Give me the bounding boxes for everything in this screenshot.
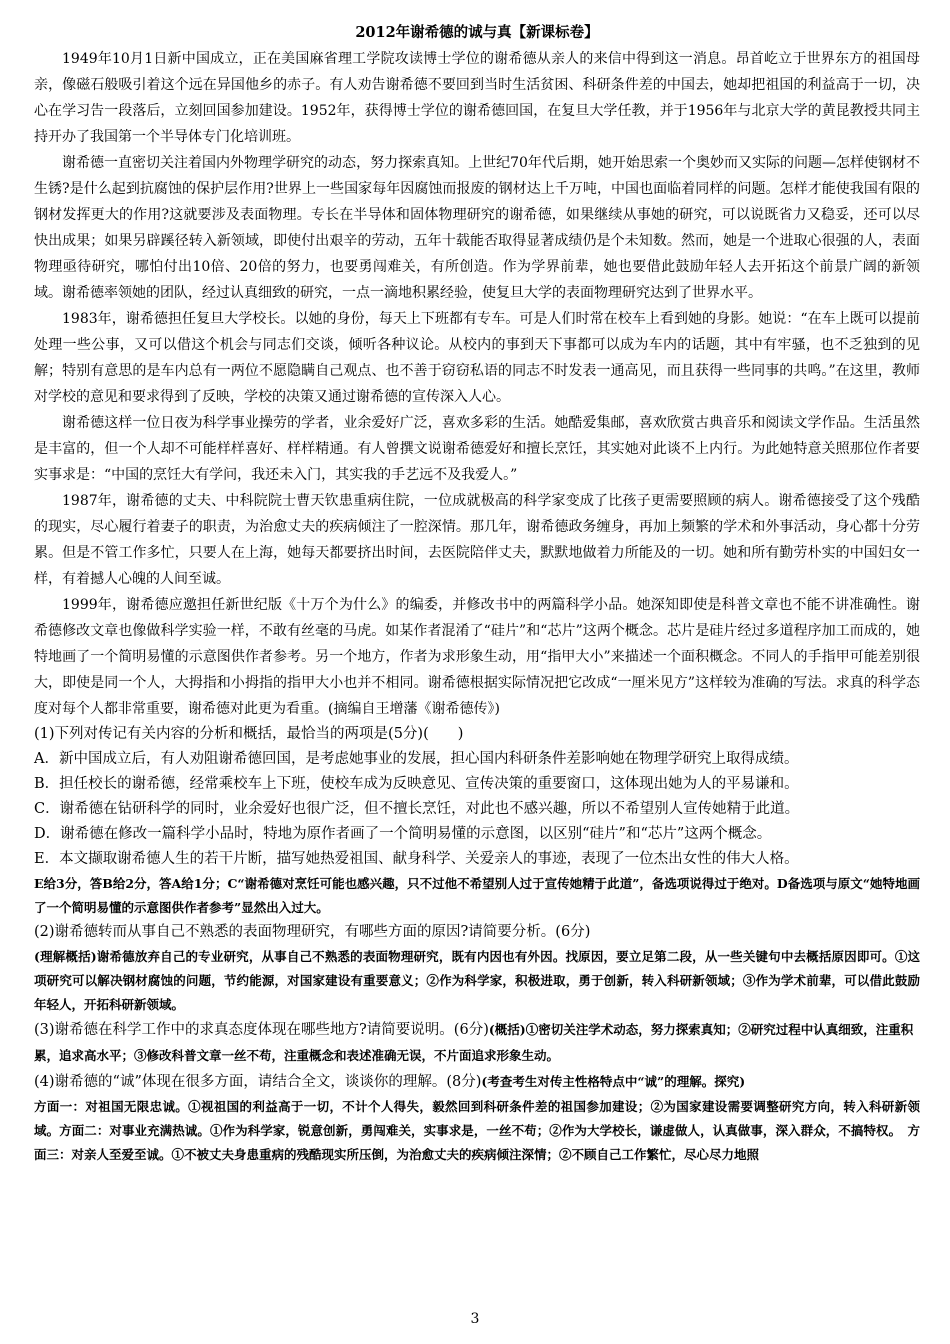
paragraph: 1949年10月1日新中国成立，正在美国麻省理工学院攻读博士学位的谢希德从亲人的来信中得到这一消息。昂首屹立于世界东方的祖国母亲，像磁石般吸引着这个远在异国他乡的赤子。有人劝告谢希德不要回到当时生活贫困、科研条件差的中国去，她却把祖国的利益高于一切，决心在学习告一段落后，立刻回国参加建设。1952年，获得博士学位的谢希德回国，在复旦大学任教，并于1956年与北京大学的黄昆教授共同主持开办了我国第一个半导体专门化培训班。 <box>34 51 920 145</box>
paragraph: 1999年，谢希德应邀担任新世纪版《十万个为什么》的编委，并修改书中的两篇科学小品。她深知即使是科普文章也不能不讲准确性。谢希德修改文章也像做科学实验一样，不敢有丝毫的马虎。如某作者混淆了“硅片”和“芯片”这两个概念。芯片是硅片经过多道程序加工而成的，她特地画了一个简明易懂的示意图供作者参考。另一个地方，作者为求形象生动，用“指甲大小”来描述一个面积概念。不同人的手指甲可能差别很大，即使是同一个人，大拇指和小拇指的指甲大小也并不相同。谢希德根据实际情况把它改成“一厘米见方”这样较为准确的写法。求真的科学态度对每个人都非常重要，谢希德对此更为看重。(摘编自王增藩《谢希德传》) <box>34 597 920 717</box>
option-b: B．担任校长的谢希德，经常乘校车上下班，使校车成为反映意见、宣传决策的重要窗口，这体现出她为人的平易谦和。 <box>34 776 799 792</box>
question-1-answer: E给3分，答B给2分，答A给1分；C“谢希德对烹饪可能也感兴趣，只不过他不希望别人过于宣传她精于此道”，备选项说得过于绝对。D备选项与原文“她特地画了一个简明易懂的示意图供作者参考”显然出入过大。 <box>34 876 920 915</box>
option-a: A．新中国成立后，有人劝阻谢希德回国，是考虑她事业的发展，担心国内科研条件差影响她在物理学研究上取得成绩。 <box>34 751 799 767</box>
page-title: 2012年谢希德的诚与真【新课标卷】 <box>355 24 599 41</box>
question-4-stem: (4)谢希德的“诚”体现在很多方面，请结合全文，谈谈你的理解。(8分) <box>34 1074 482 1090</box>
paragraph: 1987年，谢希德的丈夫、中科院院士曹天钦患重病住院，一位成就极高的科学家变成了比孩子更需要照顾的病人。谢希德接受了这个残酷的现实，尽心履行着妻子的职责，为治愈丈夫的疾病倾注了一腔深情。那几年，谢希德政务缠身，再加上频繁的学术和外事活动，身心都十分劳累。但是不管工作多忙，只要人在上海，她每天都要挤出时间，去医院陪伴丈夫，默默地做着力所能及的一切。她和所有勤劳朴实的中国妇女一样，有着撼人心魄的人间至诚。 <box>34 493 920 587</box>
paragraph: 谢希德一直密切关注着国内外物理学研究的动态，努力探索真知。上世纪70年代后期，她开始思索一个奥妙而又实际的问题—怎样使钢材不生锈?是什么起到抗腐蚀的保护层作用?世界上一些国家每年因腐蚀而报废的钢材达上千万吨，中国也面临着同样的问题。怎样才能使我国有限的钢材发挥更大的作用?这就要涉及表面物理。专长在半导体和固体物理研究的谢希德，如果继续从事她的研究，可以说既省力又稳妥，还可以尽快出成果；如果另辟蹊径转入新领域，即使付出艰辛的劳动，五年十载能否取得显著成绩仍是个未知数。然而，她是一个进取心很强的人，表面物理亟待研究，哪怕付出10倍、20倍的努力，也要勇闯难关，有所创造。作为学界前辈，她也要借此鼓励年轻人去开拓这个前景广阔的新领域。谢希德率领她的团队，经过认真细致的研究，一点一滴地积累经验，使复旦大学的表面物理研究达到了世界水平。 <box>34 155 920 301</box>
question-3-stem: (3)谢希德在科学工作中的求真态度体现在哪些地方?请简要说明。(6分) <box>34 1022 489 1038</box>
option-c: C．谢希德在钻研科学的同时，业余爱好也很广泛，但不擅长烹饪，对此也不感兴趣，所以不希望别人宣传她精于此道。 <box>34 801 800 817</box>
question-2-answer: (理解概括)谢希德放弃自己的专业研究，从事自己不熟悉的表面物理研究，既有内因也有外因。找原因，要立足第二段，从一些关键句中去概括原因即可。①这项研究可以解决钢材腐蚀的问题，节约能源，对国家建设有重要意义；②作为科学家，积极进取，勇于创新，转入科研新领域；③作为学术前辈，可以借此鼓励年轻人，开拓科研新领域。 <box>34 949 920 1012</box>
question-3-answer: (概括)①密切关注学术动态，努力探索真知；②研究过程中认真细致，注重积累，追求高水平；③修改科普文章一丝不苟，注重概念和表述准确无误，不片面追求形象生动。 <box>34 1022 914 1063</box>
question-4-answer: 方面一：对祖国无限忠诚。①视祖国的利益高于一切，不计个人得失，毅然回到科研条件差的祖国参加建设；②为国家建设需要调整研究方向，转入科研新领域。方面二：对事业充满热诚。①作为科学家，锐意创新，勇闯难关，实事求是，一丝不苟；②作为大学校长，谦虚做人，认真做事，深入群众，不搞特权。 方面三：对亲人至爱至诚。①不被丈夫身患重病的残酷现实所压倒，为治愈丈夫的疾病倾注深情；②不顾自己工作繁忙，尽心尽力地照 <box>34 1099 920 1162</box>
question-2-stem: (2)谢希德转而从事自己不熟悉的表面物理研究，有哪些方面的原因?请简要分析。(6分) <box>34 924 591 940</box>
paragraph: 1983年，谢希德担任复旦大学校长。以她的身份，每天上下班都有专车。可是人们时常在校车上看到她的身影。她说：“在车上既可以提前处理一些公事，又可以借这个机会与同志们交谈，倾听各种议论。从校内的事到天下事都可以成为车内的话题，其中有牢骚，也不乏独到的见解；特别有意思的是车内总有一两位不愿隐瞒自己观点、也不善于窃窃私语的同志不时发表一通高见，而且获得一些同事的共鸣。”在这里，教师对学校的意见和要求得到了反映，学校的决策又通过谢希德的宣传深入人心。 <box>34 311 920 405</box>
paragraph: 谢希德这样一位日夜为科学事业操劳的学者，业余爱好广泛，喜欢多彩的生活。她酷爱集邮，喜欢欣赏古典音乐和阅读文学作品。生活虽然是丰富的，但一个人却不可能样样喜好、样样精通。有人曾撰文说谢希德爱好和擅长烹饪，其实她对此谈不上内行。为此她特意关照那位作者要实事求是：“中国的烹饪大有学问，我还未入门，其实我的手艺远不及我爱人。” <box>34 415 920 483</box>
option-e: E．本文撷取谢希德人生的若干片断，描写她热爱祖国、献身科学、关爱亲人的事迹，表现了一位杰出女性的伟大人格。 <box>34 851 799 867</box>
question-4-answer-tag: (考查考生对传主性格特点中“诚”的理解。探究) <box>481 1074 746 1089</box>
option-d: D．谢希德在修改一篇科学小品时，特地为原作者画了一个简明易懂的示意图，以区别“硅片”和“芯片”这两个概念。 <box>34 826 772 842</box>
question-1-stem: (1)下列对传记有关内容的分析和概括，最恰当的两项是(5分)( ) <box>34 726 464 742</box>
question-3-block <box>34 1017 920 1069</box>
page-number: 3 <box>470 1311 480 1327</box>
question-4-block <box>34 1069 920 1095</box>
